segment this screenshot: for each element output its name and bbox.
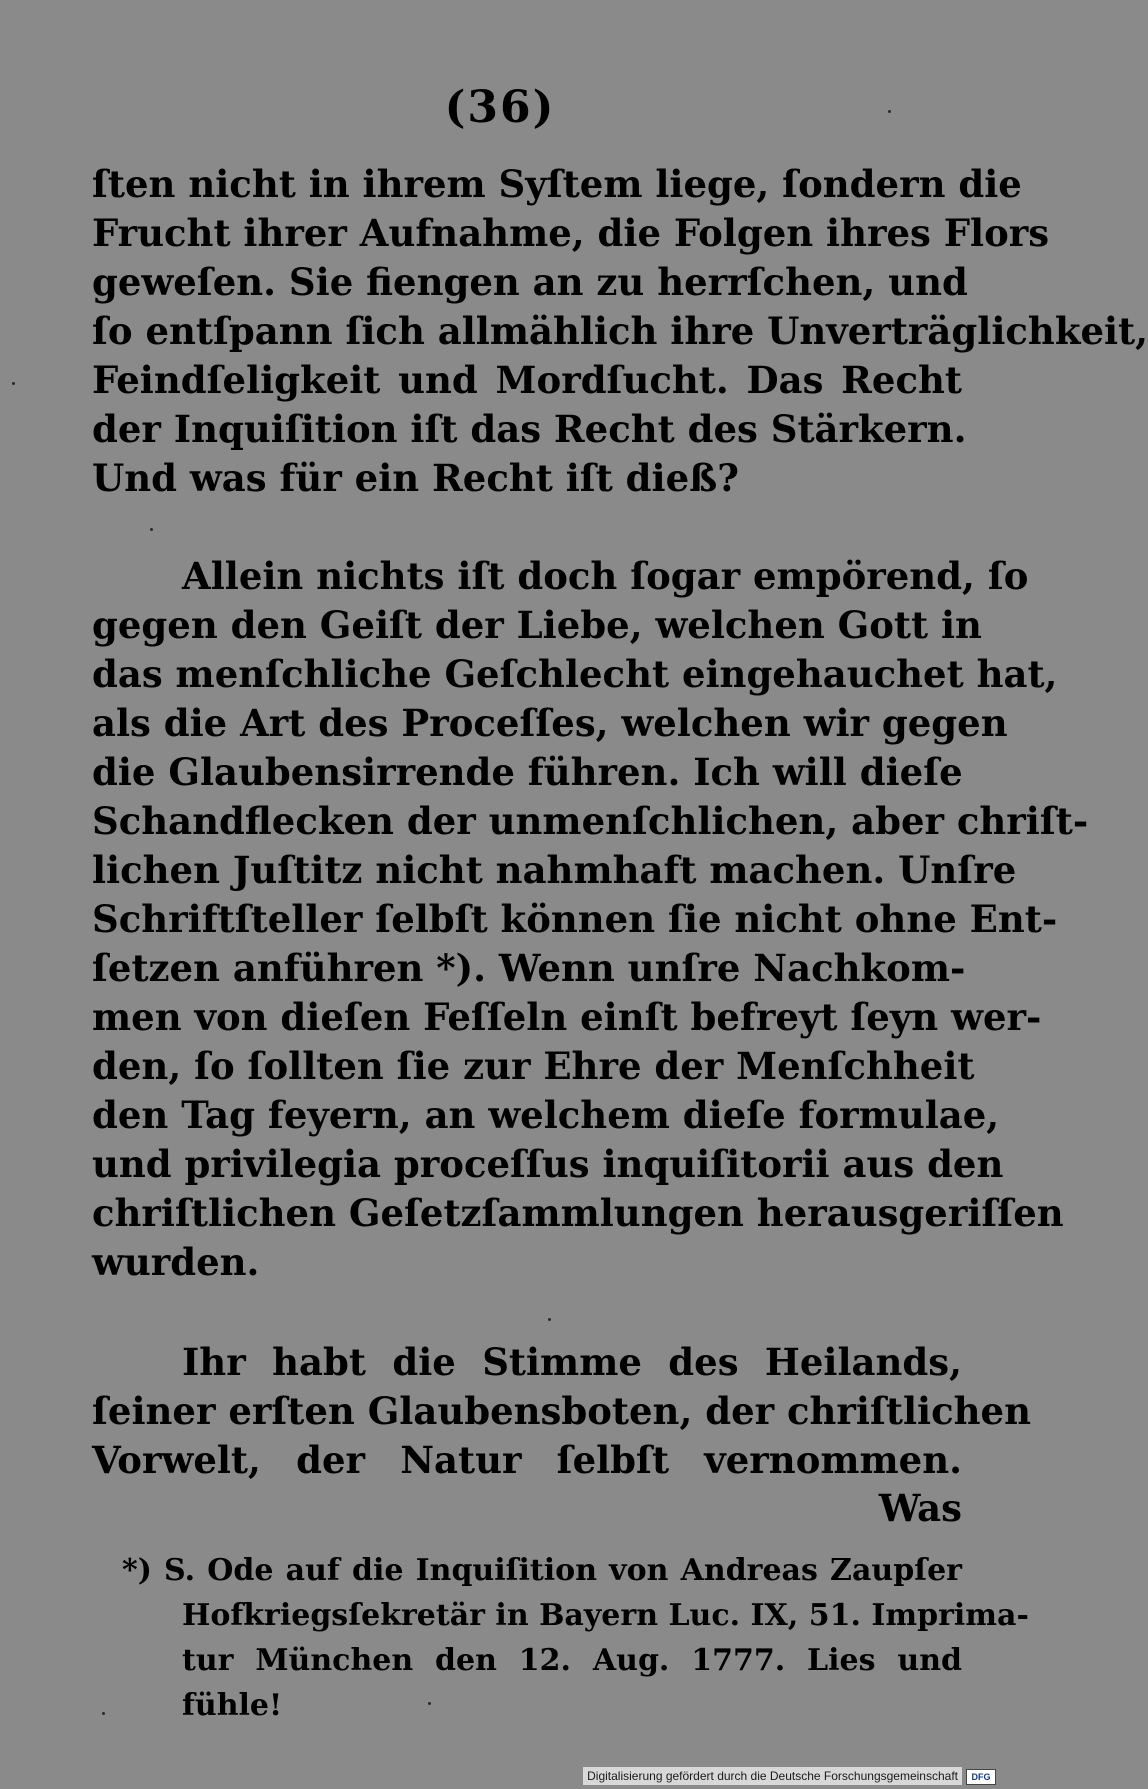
footnote-line: *) S. Ode auf die Inquiſition von Andreas Zaupſer — [122, 1553, 962, 1588]
text-line: ſo entſpann ſich allmählich ihre Unverträglichkeit, — [92, 309, 1148, 353]
paragraph-3 — [92, 1338, 1031, 1485]
catchword: Was — [878, 1486, 962, 1530]
text-line: Vorwelt, der Natur ſelbſt vernommen. — [92, 1438, 962, 1482]
text-line: gegen den Geiſt der Liebe, welchen Gott in — [92, 603, 982, 647]
scan-speck — [548, 1318, 551, 1321]
text-line: als die Art des Proceſſes, welchen wir gegen — [92, 701, 1008, 745]
text-line: das menſchliche Geſchlecht eingehauchet hat, — [92, 652, 1058, 696]
text-line: Und was für ein Recht iſt dieß? — [92, 456, 739, 500]
text-line: men von dieſen Feſſeln einſt befreyt ſeyn wer- — [92, 995, 1042, 1039]
footnote-line: Hofkriegsſekretär in Bayern Luc. IX, 51. Imprima- — [182, 1598, 1029, 1633]
scan-speck — [102, 1712, 105, 1715]
scan-speck — [150, 528, 153, 531]
text-line: und privilegia proceſſus inquiſitorii aus den — [92, 1142, 1004, 1186]
text-line: chriſtlichen Geſetzſammlungen herausgeriſſen — [92, 1191, 1064, 1235]
text-line: die Glaubensirrende führen. Ich will dieſe — [92, 750, 963, 794]
scan-speck — [12, 382, 15, 385]
text-line: wurden. — [92, 1240, 260, 1284]
text-line: der Inquiſition iſt das Recht des Stärkern. — [92, 407, 967, 451]
footnote-line: fühle! — [182, 1688, 283, 1723]
text-line: Schandflecken der unmenſchlichen, aber chriſt- — [92, 799, 1089, 843]
page-number: (36) — [444, 82, 556, 133]
footnote-line: tur München den 12. Aug. 1777. Lies und — [182, 1643, 962, 1678]
text-line: den, ſo ſollten ſie zur Ehre der Menſchheit — [92, 1044, 975, 1088]
text-line: geweſen. Sie fiengen an zu herrſchen, und — [92, 260, 968, 304]
text-line: lichen Juſtitz nicht nahmhaft machen. Unſre — [92, 848, 1017, 892]
text-line: den Tag feyern, an welchem dieſe formulae, — [92, 1093, 1000, 1137]
text-line: ſeiner erſten Glaubensboten, der chriſtlichen — [92, 1389, 1031, 1433]
text-line: Schriftſteller ſelbſt können ſie nicht ohne Ent- — [92, 897, 1058, 941]
text-line: Ihr habt die Stimme des Heilands, — [182, 1340, 962, 1384]
catchword-block — [92, 1484, 962, 1533]
paragraph-1 — [92, 160, 1148, 503]
digitization-credit: Digitalisierung gefördert durch die Deutsche Forschungsgemeinschaft — [583, 1767, 962, 1785]
text-line: Feindſeligkeit und Mordſucht. Das Recht — [92, 358, 962, 402]
footnote — [122, 1548, 1029, 1728]
scan-speck — [888, 110, 891, 113]
text-line: Frucht ihrer Aufnahme, die Folgen ihres Flors — [92, 211, 1050, 255]
text-line: Allein nichts iſt doch ſogar empörend, ſo — [182, 554, 1029, 598]
text-line: ſetzen anführen *). Wenn unſre Nachkom- — [92, 946, 966, 990]
scan-speck — [428, 1702, 431, 1705]
paragraph-2 — [92, 552, 1089, 1287]
dfg-logo-icon: DFG — [966, 1769, 996, 1785]
text-line: ſten nicht in ihrem Syſtem liege, ſondern die — [92, 162, 1022, 206]
